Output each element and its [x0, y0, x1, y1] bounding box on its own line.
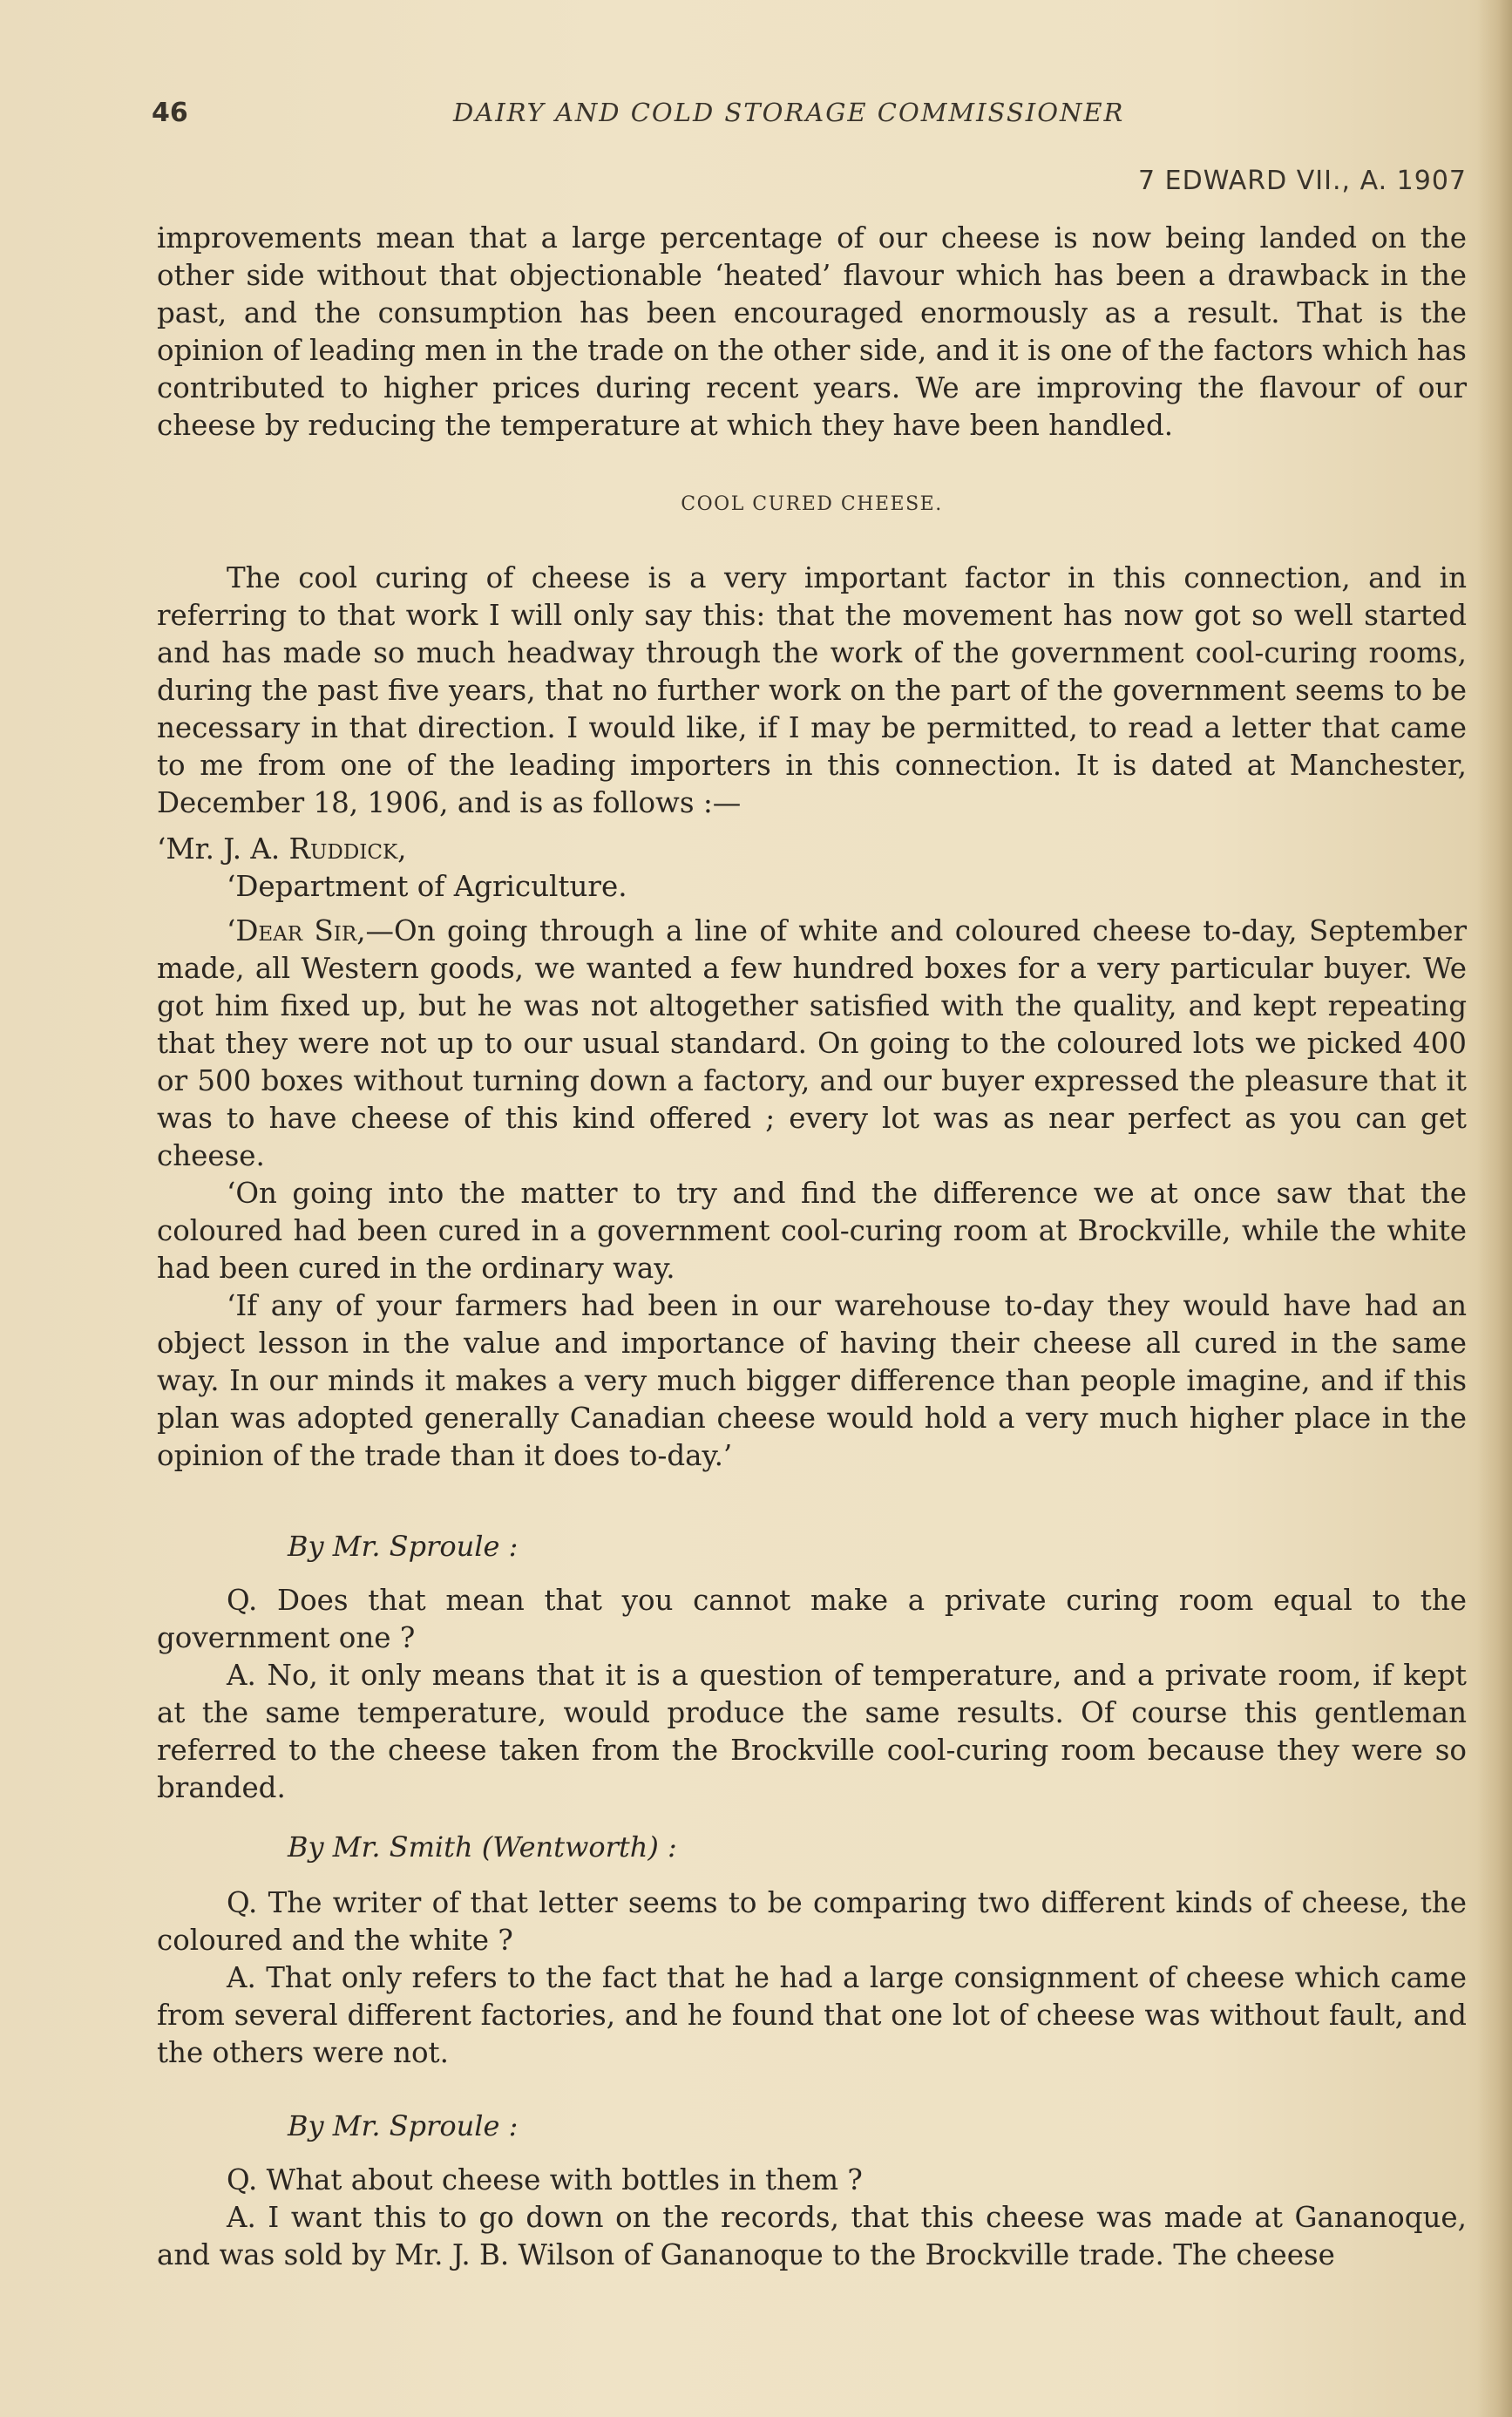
letter-salutation: ‘Dear Sir, — [227, 914, 366, 947]
section-heading: COOL CURED CHEESE. — [681, 493, 943, 515]
exchange-1 — [157, 1582, 1467, 1807]
letter-address-name: Ruddick, — [288, 832, 407, 866]
letter-department: ‘Department of Agriculture. — [227, 870, 627, 903]
running-title: DAIRY AND COLD STORAGE COMMISSIONER — [453, 98, 1125, 127]
intro-paragraph: The cool curing of cheese is a very important factor in this connection, and in referring to that work I will only say this: that the movement has now got so well started and has made so much headway through the work of the government cool-curing rooms, during the past five years, that no further work on the part of the government seems to be necessary in that direction. I would like, if I may be permitted, to read a letter that came to me from one of the leading importers in this connection. It is dated at Manchester, December 18, 1906, and is as follows :— — [157, 561, 1467, 819]
letter-paragraph-3: ‘If any of your farmers had been in our warehouse to-day they would have had an object lesson in the value and importance of having their cheese all cured in the same way. In our minds it makes a very much bigger difference than people imagine, and if this plan was adopted generally Canadian cheese would hold a very much higher place in the opinion of the trade than it does to-day.’ — [157, 1289, 1467, 1472]
opening-paragraph-block — [157, 220, 1467, 445]
speaker-smith: By Mr. Smith (Wentworth) : — [288, 1830, 677, 1864]
letter-address — [157, 831, 1467, 868]
letter-address-prefix: ‘Mr. J. A. — [157, 832, 289, 866]
answer-1: A. No, it only means that it is a question of temperature, and a private room, if kept at the same temperature, would produce the same results. Of course this gentleman referred to the cheese taken from the Brockville cool-curing room because they were so branded. — [157, 1659, 1467, 1804]
question-1: Q. Does that mean that you cannot make a private curing room equal to the government one ? — [157, 1584, 1467, 1654]
main-text-block — [157, 560, 1467, 1475]
letter-paragraph-2: ‘On going into the matter to try and find the difference we at once saw that the coloured had been cured in a government cool-curing room at Brockville, while the white had been cured in the ordinary way. — [157, 1177, 1467, 1285]
opening-paragraph: improvements mean that a large percentage of our cheese is now being landed on the other side without that objectionable ‘heated’ flavour which has been a drawback in the past, and the consumption has been encouraged enormously as a result. That is the opinion of leading men in the trade on the other side, and it is one of the factors which has contributed to higher prices during recent years. We are improving the flavour of our cheese by reducing the temperature at which they have been handled. — [157, 221, 1467, 442]
page-number: 46 — [152, 98, 188, 128]
speaker-sproule-2: By Mr. Sproule : — [288, 2109, 519, 2142]
speaker-sproule-1: By Mr. Sproule : — [288, 1530, 519, 1563]
letter-paragraph-1 — [157, 913, 1467, 1175]
exchange-2 — [157, 1884, 1467, 2072]
page-edge-shadow — [1477, 0, 1512, 2417]
session-reference: 7 EDWARD VII., A. 1907 — [1138, 166, 1467, 196]
answer-3: A. I want this to go down on the records, that this cheese was made at Gananoque, and was sold by Mr. J. B. Wilson of Gananoque to the Brockville trade. The cheese — [157, 2201, 1467, 2271]
question-3: Q. What about cheese with bottles in them ? — [227, 2163, 863, 2196]
exchange-3 — [157, 2162, 1467, 2274]
letter-paragraph-1-text: —On going through a line of white and coloured cheese to-day, September made, all Western goods, we wanted a few hundred boxes for a very particular buyer. We got him fixed up, but he was not altogether satisfied with the quality, and kept repeating that they were not up to our usual standard. On going to the coloured lots we picked 400 or 500 boxes without turning down a factory, and our buyer expressed the pleasure that it was to have cheese of this kind offered ; every lot was as near perfect as you can get cheese. — [157, 914, 1468, 1172]
question-2: Q. The writer of that letter seems to be comparing two different kinds of cheese, the coloured and the white ? — [157, 1886, 1467, 1957]
answer-2: A. That only refers to the fact that he had a large consignment of cheese which came from several different factories, and he found that one lot of cheese was without fault, and the others were not. — [157, 1961, 1467, 2069]
